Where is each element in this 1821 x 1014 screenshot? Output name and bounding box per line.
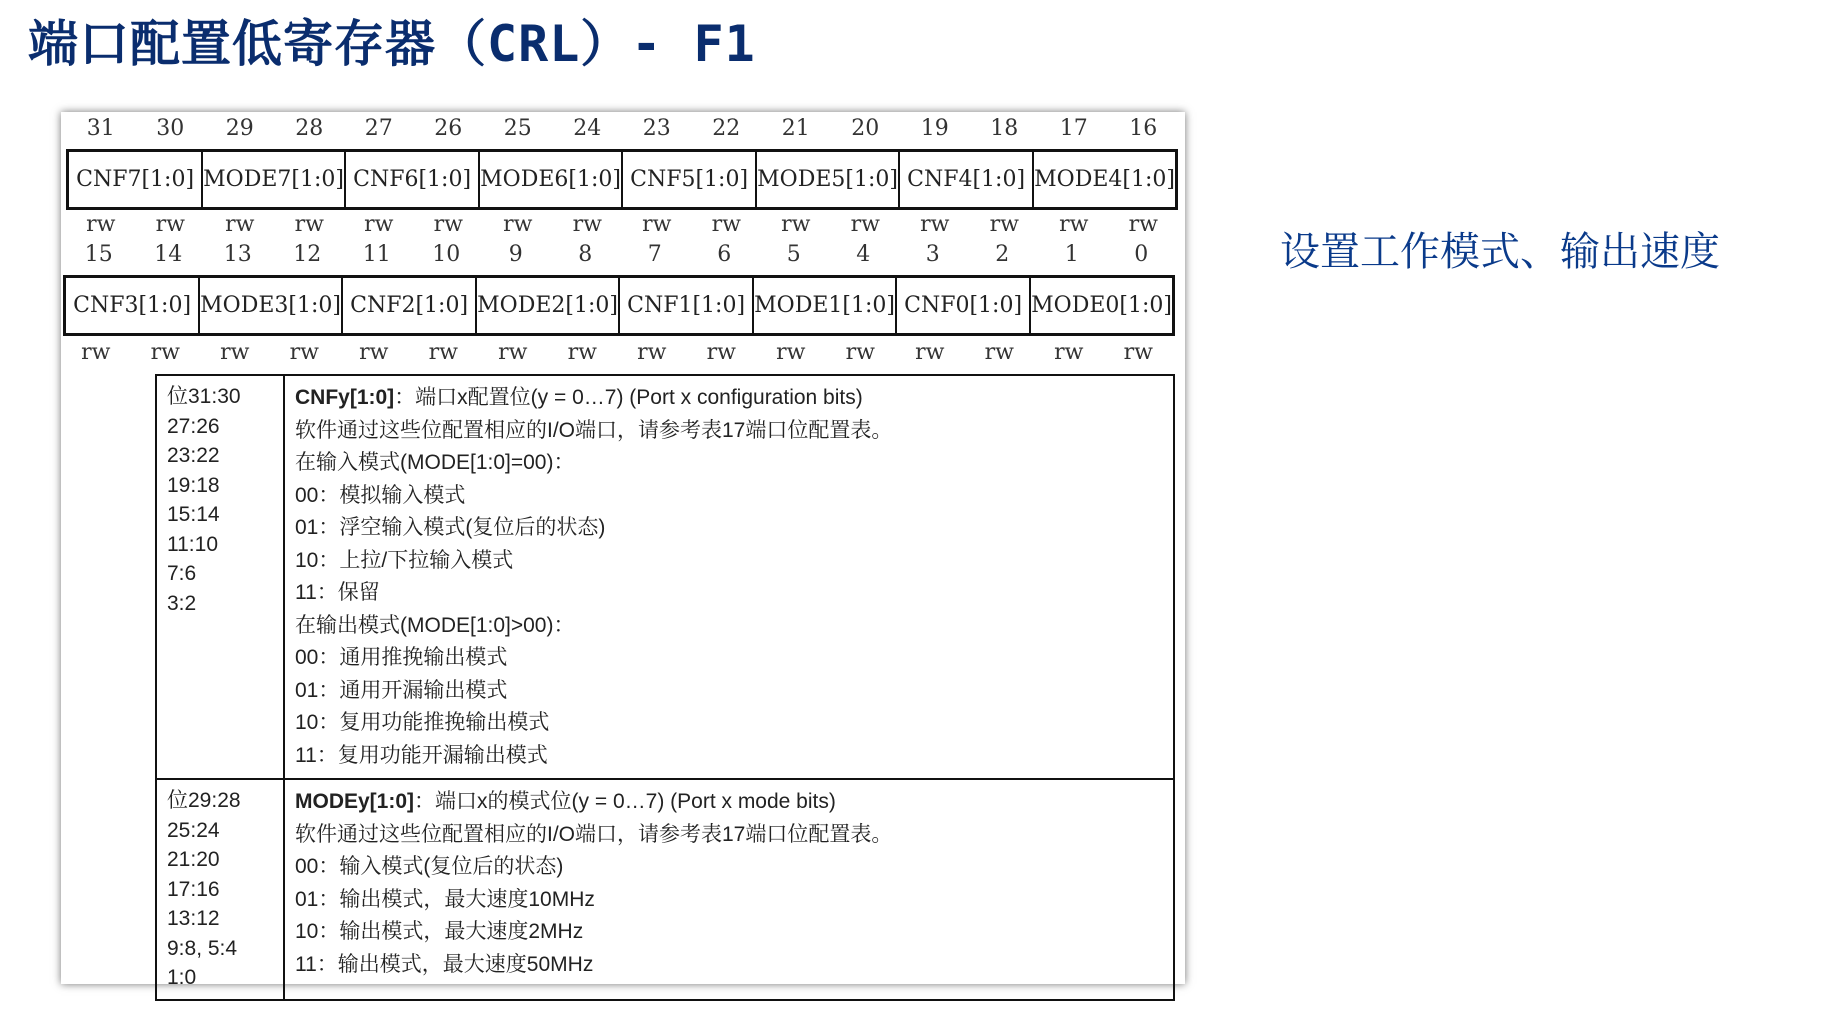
- description-line: 11：复用功能开漏输出模式: [295, 743, 548, 767]
- description-line: 10：输出模式，最大速度2MHz: [295, 920, 584, 943]
- access-type: rw: [915, 340, 945, 365]
- bit-number: 31: [86, 116, 115, 141]
- low-field-row: [63, 275, 1175, 336]
- register-figure: [61, 112, 1185, 989]
- access-type: rw: [776, 340, 806, 365]
- bit-range: 25:24: [167, 818, 220, 842]
- register-field: MODE4[1:0]: [1034, 167, 1175, 192]
- side-note: 设置工作模式、输出速度: [1280, 229, 1720, 275]
- access-type: rw: [81, 340, 111, 365]
- bit-range: 位29:28: [167, 789, 241, 812]
- bit-number: 5: [786, 242, 801, 267]
- bit-positions-cell: [156, 779, 284, 1000]
- bit-number: 16: [1129, 116, 1158, 141]
- register-field: CNF2[1:0]: [343, 278, 477, 333]
- register-field: CNF1[1:0]: [620, 278, 754, 333]
- access-type: rw: [637, 340, 667, 365]
- description-line: 在输入模式(MODE[1:0]=00)：: [295, 451, 575, 474]
- table-row: [156, 375, 1174, 779]
- access-type: rw: [850, 212, 880, 237]
- description-line: 10：上拉/下拉输入模式: [295, 548, 514, 572]
- page-title: 端口配置低寄存器（CRL）- F1: [28, 15, 756, 73]
- bit-number: 26: [434, 116, 463, 141]
- register-field: CNF3[1:0]: [66, 278, 200, 333]
- bit-range: 13:12: [167, 907, 220, 930]
- access-type: rw: [567, 340, 597, 365]
- bit-number: 24: [573, 116, 602, 141]
- description-cell: [284, 375, 1174, 779]
- bit-description-table: [155, 374, 1175, 1001]
- description-line: 01：通用开漏输出模式: [295, 678, 508, 702]
- bit-range: 7:6: [167, 562, 197, 585]
- bit-number: 29: [225, 116, 254, 141]
- bit-number: 15: [84, 242, 113, 267]
- access-type: rw: [150, 340, 180, 365]
- bit-range: 位31:30: [167, 385, 241, 408]
- field-heading: [295, 786, 1163, 819]
- access-type: rw: [225, 212, 255, 237]
- register-field: CNF4[1:0]: [900, 152, 1034, 207]
- access-type: rw: [1123, 340, 1153, 365]
- bit-number: 13: [223, 242, 252, 267]
- register-field: MODE0[1:0]: [1031, 293, 1172, 318]
- high-bit-numbers: [66, 112, 1178, 146]
- register-field: MODE3[1:0]: [200, 278, 343, 333]
- description-line: 10：复用功能推挽输出模式: [295, 711, 550, 734]
- bit-number: 20: [851, 116, 880, 141]
- access-type: rw: [433, 212, 463, 237]
- bit-number: 11: [362, 242, 391, 267]
- access-type: rw: [428, 340, 458, 365]
- description-line: 11：保留: [295, 581, 380, 604]
- register-field: MODE5[1:0]: [757, 152, 900, 207]
- register-field: MODE6[1:0]: [480, 152, 623, 207]
- field-name: MODEy[1:0]: [295, 790, 415, 813]
- register-field: CNF0[1:0]: [897, 278, 1031, 333]
- access-type: rw: [642, 212, 672, 237]
- access-type: rw: [289, 340, 319, 365]
- bit-range: 17:16: [167, 877, 220, 901]
- bit-range: 3:2: [167, 591, 197, 615]
- register-field: MODE2[1:0]: [477, 278, 620, 333]
- field-heading: [295, 382, 1163, 415]
- access-type: rw: [294, 212, 324, 237]
- bit-range: 11:10: [167, 532, 218, 556]
- access-type: rw: [498, 340, 528, 365]
- access-type: rw: [711, 212, 741, 237]
- access-type: rw: [1059, 212, 1089, 237]
- table-row: [156, 779, 1174, 1000]
- description-line: 00：模拟输入模式: [295, 483, 466, 507]
- high-field-row: [66, 149, 1178, 210]
- field-title: ：端口x的模式位(y = 0…7) (Port x mode bits): [414, 790, 836, 813]
- register-field: MODE1[1:0]: [754, 278, 897, 333]
- register-field: MODE7[1:0]: [203, 152, 346, 207]
- bit-range: 23:22: [167, 444, 220, 467]
- bit-number: 23: [642, 116, 671, 141]
- bit-number: 4: [856, 242, 871, 267]
- access-type: rw: [86, 212, 116, 237]
- bit-number: 30: [156, 116, 185, 141]
- description-line: 01：输出模式，最大速度10MHz: [295, 887, 595, 911]
- bit-number: 1: [1064, 242, 1079, 267]
- bit-number: 17: [1059, 116, 1088, 141]
- access-type: rw: [706, 340, 736, 365]
- bit-number: 6: [717, 242, 732, 267]
- description-line: 在输出模式(MODE[1:0]>00)：: [295, 613, 575, 637]
- bit-number: 7: [647, 242, 662, 267]
- access-type: rw: [359, 340, 389, 365]
- bit-range: 15:14: [167, 503, 220, 526]
- bit-range: 1:0: [167, 966, 197, 989]
- bit-range: 27:26: [167, 414, 220, 438]
- bit-number: 19: [920, 116, 949, 141]
- bit-number: 18: [990, 116, 1019, 141]
- access-type: rw: [989, 212, 1019, 237]
- register-field: CNF5[1:0]: [623, 152, 757, 207]
- access-type: rw: [1128, 212, 1158, 237]
- description-line: 11：输出模式，最大速度50MHz: [295, 952, 594, 976]
- bit-number: 27: [364, 116, 393, 141]
- description-line: 软件通过这些位配置相应的I/O端口，请参考表17端口位配置表。: [295, 418, 893, 442]
- bit-number: 2: [995, 242, 1010, 267]
- bit-number: 25: [503, 116, 532, 141]
- bit-number: 22: [712, 116, 741, 141]
- bit-range: 21:20: [167, 848, 220, 871]
- access-type: rw: [364, 212, 394, 237]
- access-type: rw: [572, 212, 602, 237]
- bit-number: 8: [578, 242, 593, 267]
- field-name: CNFy[1:0]: [295, 386, 395, 409]
- bit-number: 0: [1134, 242, 1149, 267]
- bit-number: 28: [295, 116, 324, 141]
- access-type: rw: [920, 212, 950, 237]
- access-type: rw: [1054, 340, 1084, 365]
- bit-range: 9:8, 5:4: [167, 936, 238, 960]
- bit-number: 14: [154, 242, 183, 267]
- bit-number: 21: [781, 116, 810, 141]
- high-access-row: [66, 210, 1178, 240]
- description-cell: [284, 779, 1174, 1000]
- bit-number: 9: [508, 242, 523, 267]
- low-access-row: [61, 338, 1173, 368]
- access-type: rw: [984, 340, 1014, 365]
- access-type: rw: [781, 212, 811, 237]
- description-line: 00：通用推挽输出模式: [295, 646, 508, 669]
- description-line: 00：输入模式(复位后的状态): [295, 855, 564, 878]
- access-type: rw: [220, 340, 250, 365]
- access-type: rw: [155, 212, 185, 237]
- field-title: ：端口x配置位(y = 0…7) (Port x configuration bits): [394, 386, 863, 409]
- bit-positions-cell: [156, 375, 284, 779]
- low-bit-numbers: [64, 238, 1176, 272]
- register-field: CNF7[1:0]: [69, 152, 203, 207]
- bit-range: 19:18: [167, 473, 220, 497]
- bit-number: 10: [432, 242, 461, 267]
- access-type: rw: [845, 340, 875, 365]
- bit-number: 12: [293, 242, 322, 267]
- description-line: 01：浮空输入模式(复位后的状态): [295, 516, 606, 539]
- register-field: CNF6[1:0]: [346, 152, 480, 207]
- bit-number: 3: [925, 242, 940, 267]
- access-type: rw: [503, 212, 533, 237]
- description-line: 软件通过这些位配置相应的I/O端口，请参考表17端口位配置表。: [295, 822, 893, 846]
